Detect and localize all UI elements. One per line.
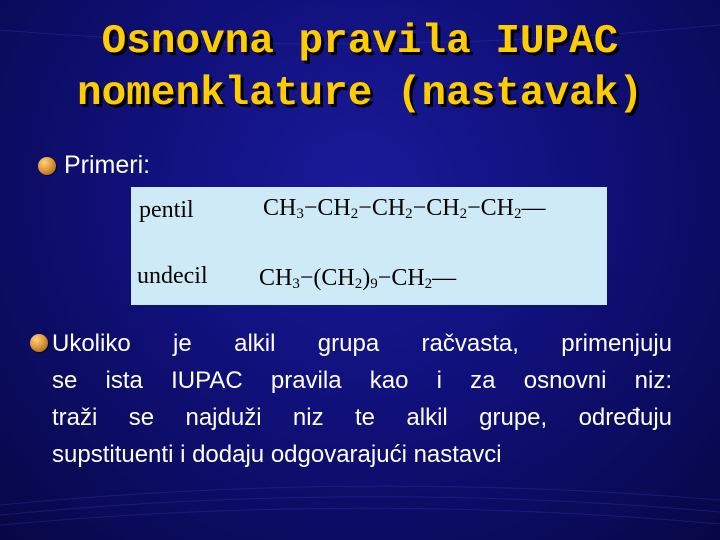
slide-title — [0, 16, 720, 120]
title-line-2: nomenklature (nastavak) — [77, 71, 643, 117]
pentil-formula: $CH_3-CH_2-CH_2-CH_2-CH_2—$ — [263, 195, 546, 222]
branched-alkyl-paragraph — [52, 325, 672, 473]
undecil-formula: $CH_3-(CH_2)_9-CH_2—$ — [259, 265, 457, 292]
paragraph-line: se ista IUPAC pravila kao i za osnovni niz: — [52, 367, 672, 394]
paragraph-line: Ukoliko je alkil grupa račvasta, primenjuju — [52, 330, 672, 357]
bullet-icon — [38, 157, 56, 175]
examples-label: Primeri: — [64, 151, 151, 179]
bullet-icon — [30, 334, 48, 352]
formula-figure — [131, 187, 607, 305]
paragraph-line: supstituenti i dodaju odgovarajući nastavci — [52, 441, 502, 468]
paragraph-line: traži se najduži niz te alkil grupe, određuju — [52, 404, 672, 431]
pentil-name: pentil — [139, 197, 194, 223]
title-line-1: Osnovna pravila IUPAC — [101, 19, 619, 65]
undecil-name: undecil — [137, 263, 208, 289]
